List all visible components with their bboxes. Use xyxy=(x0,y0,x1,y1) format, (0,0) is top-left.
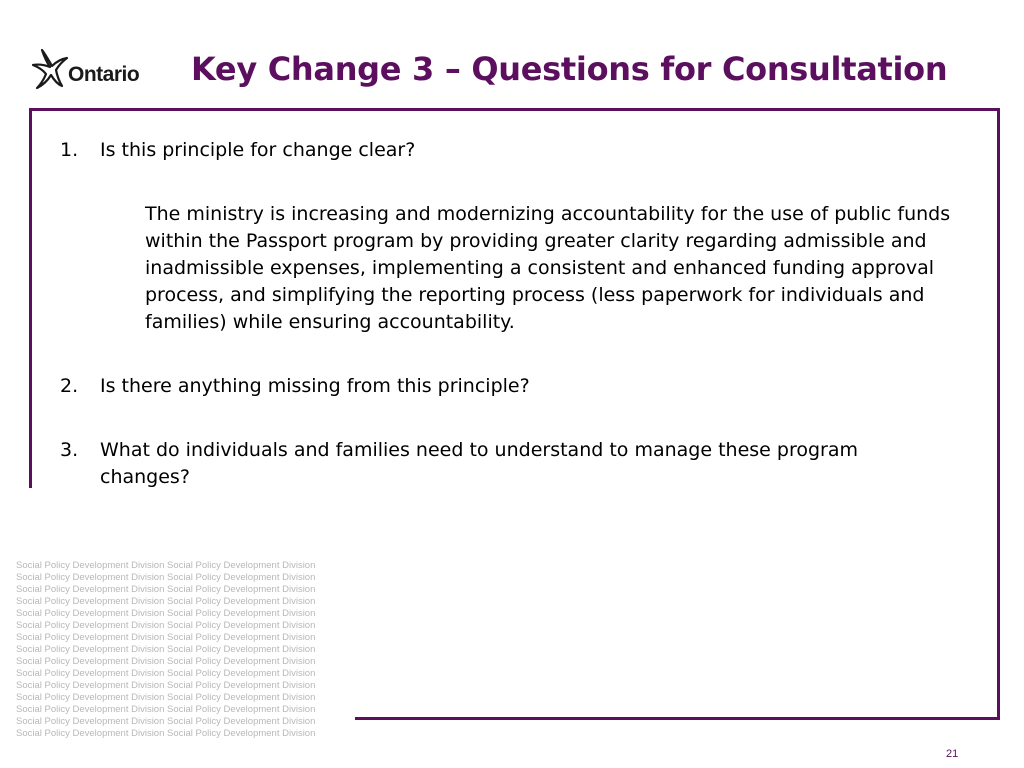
question-number: 3. xyxy=(60,439,79,461)
question-number: 1. xyxy=(60,139,79,161)
question-text: What do individuals and families need to understand to manage these program changes? xyxy=(100,439,858,488)
ontario-logo xyxy=(30,47,150,91)
watermark-line: Social Policy Development Division Social Policy Development Division xyxy=(16,584,316,595)
watermark-line: Social Policy Development Division Social Policy Development Division xyxy=(16,728,316,739)
logo-wordmark: Ontario xyxy=(68,63,140,86)
trillium-icon xyxy=(30,47,70,91)
watermark-line: Social Policy Development Division Social Policy Development Division xyxy=(16,704,316,715)
watermark-line: Social Policy Development Division Social Policy Development Division xyxy=(16,596,316,607)
watermark-line: Social Policy Development Division Social Policy Development Division xyxy=(16,716,316,727)
watermark-line: Social Policy Development Division Social Policy Development Division xyxy=(16,608,316,619)
explanation-paragraph: The ministry is increasing and modernizing accountability for the use of public funds within the Passport program by providing greater clarity regarding admissible and inadmissible expenses, implementing a consistent and enhanced funding approval process, and simplifying the reporting process (less paperwork for individuals and families) while ensuring accountability. xyxy=(145,203,951,333)
watermark-line: Social Policy Development Division Social Policy Development Division xyxy=(16,620,316,631)
question-number: 2. xyxy=(60,375,79,397)
question-text: Is this principle for change clear? xyxy=(100,139,416,161)
page-number: 21 xyxy=(946,748,959,760)
watermark-line: Social Policy Development Division Social Policy Development Division xyxy=(16,668,316,679)
watermark-line: Social Policy Development Division Social Policy Development Division xyxy=(16,572,316,583)
watermark-line: Social Policy Development Division Social Policy Development Division xyxy=(16,644,316,655)
watermark-line: Social Policy Development Division Social Policy Development Division xyxy=(16,560,316,571)
slide-title: Key Change 3 – Questions for Consultation xyxy=(191,50,948,88)
division-watermark xyxy=(16,560,316,740)
watermark-line: Social Policy Development Division Social Policy Development Division xyxy=(16,656,316,667)
watermark-line: Social Policy Development Division Social Policy Development Division xyxy=(16,632,316,643)
question-text: Is there anything missing from this principle? xyxy=(100,375,530,397)
watermark-line: Social Policy Development Division Social Policy Development Division xyxy=(16,680,316,691)
watermark-line: Social Policy Development Division Social Policy Development Division xyxy=(16,692,316,703)
